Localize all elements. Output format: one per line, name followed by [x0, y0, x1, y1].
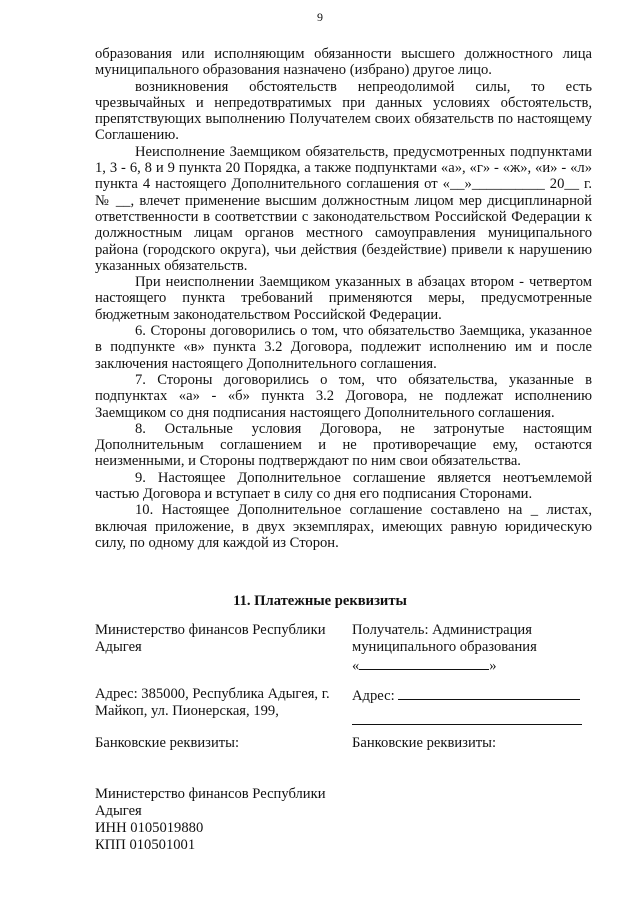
bank-org-name: Министерство финансов Республики Адыгея	[95, 786, 326, 819]
paragraph: 7. Стороны договорились о том, что обязательства, указанные в подпунктах «а» - «б» пункта 3.2 Договора, не подлежат исполнению Заемщиком со дня подписания настоящего Дополнительного соглашения.	[95, 371, 592, 421]
section-title: 11. Платежные реквизиты	[233, 593, 407, 609]
quote-close: »	[489, 658, 497, 674]
inn: ИНН 0105019880	[95, 820, 204, 836]
kpp: КПП 010501001	[95, 837, 196, 853]
page-number: 9	[317, 10, 323, 24]
right-address-block	[352, 686, 592, 730]
paragraph: 9. Настоящее Дополнительное соглашение является неотъемлемой частью Договора и вступает в силу со дня его подписания Сторонами.	[95, 469, 592, 503]
paragraph: 10. Настоящее Дополнительное соглашение составлено на _ листах, включая приложение, в двух экземплярах, имеющих равную юридическую силу, по одному для каждой из Сторон.	[95, 502, 592, 551]
right-party-block	[352, 622, 592, 675]
paragraph: 6. Стороны договорились о том, что обязательство Заемщика, указанное в подпункте «в» пункта 3.2 Договора, подлежит исполнению им и после заключения настоящего Дополнительного соглашения.	[95, 323, 592, 372]
left-party-name: Министерство финансов Республики Адыгея	[95, 622, 326, 655]
right-party-name-line	[352, 656, 592, 675]
right-address-label: Адрес:	[352, 688, 395, 704]
left-bank-label: Банковские реквизиты:	[95, 735, 239, 751]
blank-line	[359, 656, 489, 670]
right-bank-label: Банковские реквизиты:	[352, 735, 496, 751]
paragraph: 8. Остальные условия Договора, не затронутые настоящим Дополнительным соглашением и не противоречащие ему, остаются неизменными, и Стороны подтверждают по ним свои обязательства.	[95, 420, 592, 470]
quote-open: «	[352, 658, 360, 674]
left-address: Адрес: 385000, Республика Адыгея, г. Майкоп, ул. Пионерская, 199,	[95, 686, 330, 719]
paragraph: образования или исполняющим обязанности высшего должностного лица муниципального образования назначено (избрано) другое лицо.	[95, 46, 592, 79]
right-party-name: Получатель: Администрация муниципального образования	[352, 622, 537, 655]
paragraph: При неисполнении Заемщиком указанных в абзацах втором - четвертом настоящего пункта требований применяются меры, предусмотренные бюджетным законодательством Российской Федерации.	[95, 274, 592, 323]
agreement-body	[95, 46, 592, 551]
left-bank-details	[95, 786, 340, 854]
paragraph: Неисполнение Заемщиком обязательств, предусмотренных подпунктами 1, 3 - 6, 8 и 9 пункта 20 Порядка, а также подпунктами «а», «г» - «ж», «и» - «л» пункта 4 настоящего Дополнительного соглашения от «__»__________ 20__ г. № __, влечет применение высшим должностным лицом мер дисциплинарной ответственности в соответствии с законодательством Российской Федерации к должностным лицам органов местного самоуправления муниципального района (городского округа), чьи действия (бездействие) привели к нарушению указанных обязательств.	[95, 143, 592, 274]
address-blank-line	[398, 686, 580, 700]
paragraph: возникновения обстоятельств непреодолимой силы, то есть чрезвычайных и непредотвратимых при данных условиях обстоятельств, препятствующих выполнению Получателем своих обязательств по настоящему Соглашению.	[95, 78, 592, 144]
address-blank-line-2	[352, 711, 582, 725]
